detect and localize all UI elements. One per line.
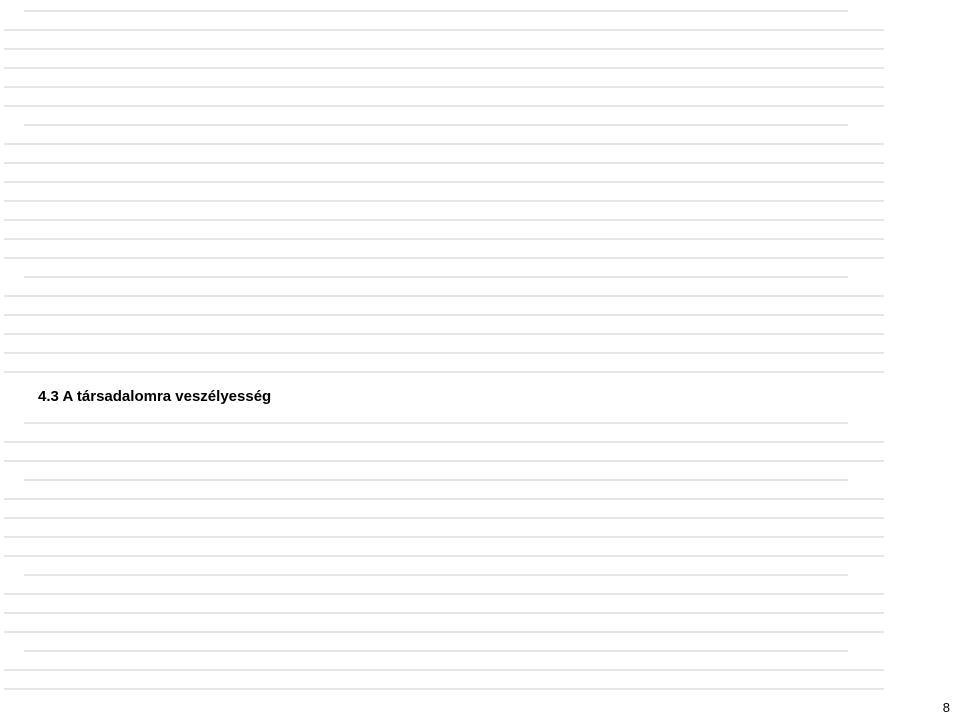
text-line xyxy=(4,76,960,95)
text-line xyxy=(4,57,960,76)
text-line xyxy=(4,0,960,19)
text-line xyxy=(4,266,960,285)
text-line xyxy=(4,342,960,361)
text-line xyxy=(4,469,960,488)
text-line xyxy=(4,583,960,602)
text-line xyxy=(4,304,960,323)
text-line xyxy=(4,114,960,133)
text-line xyxy=(4,247,960,266)
text-line xyxy=(4,545,960,564)
text-line xyxy=(4,133,960,152)
text-line xyxy=(4,450,960,469)
text-line xyxy=(4,431,960,450)
section-heading: 4.3 A társadalomra veszélyesség xyxy=(38,388,272,405)
text-line xyxy=(4,507,960,526)
text-line xyxy=(4,602,960,621)
text-line xyxy=(4,412,960,431)
text-line xyxy=(4,488,960,507)
text-line xyxy=(4,621,960,640)
text-line xyxy=(4,95,960,114)
text-line xyxy=(4,190,960,209)
text-line xyxy=(4,152,960,171)
text-line xyxy=(4,678,960,697)
text-line xyxy=(4,285,960,304)
body-text-lower xyxy=(0,412,960,697)
text-line xyxy=(4,323,960,342)
text-line xyxy=(4,526,960,545)
text-line xyxy=(4,228,960,247)
text-line xyxy=(4,640,960,659)
text-line xyxy=(4,361,960,380)
text-line xyxy=(4,19,960,38)
text-line xyxy=(4,659,960,678)
text-line xyxy=(4,38,960,57)
text-line xyxy=(4,171,960,190)
page-number: 8 xyxy=(942,700,950,715)
text-line xyxy=(4,564,960,583)
text-line xyxy=(4,209,960,228)
